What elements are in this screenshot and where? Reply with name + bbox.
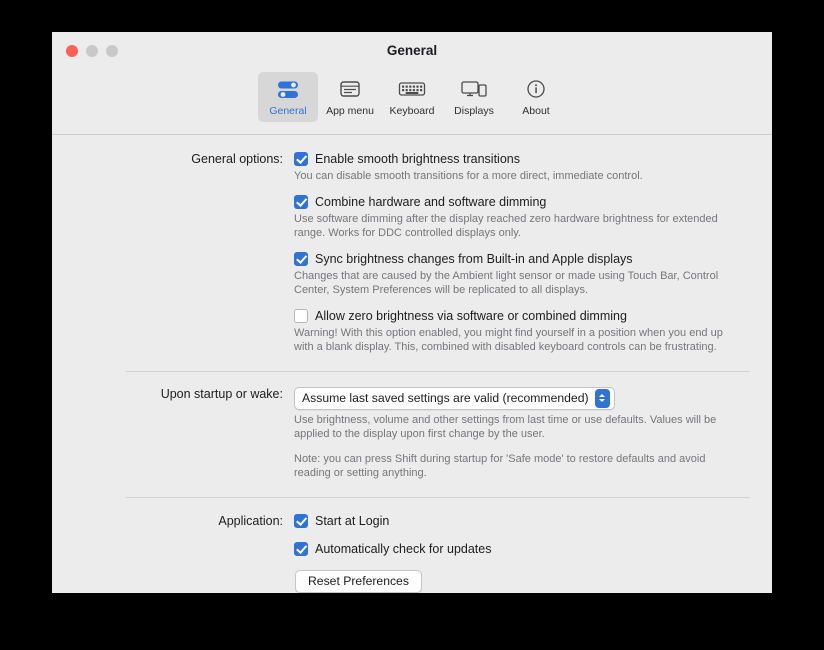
option-start-at-login[interactable] bbox=[294, 514, 744, 528]
settings-content bbox=[52, 135, 772, 593]
application-label: Application: bbox=[218, 513, 283, 528]
hint-startup-2: Note: you can press Shift during startup for 'Safe mode' to restore defaults and avoid reading or setting anything. bbox=[294, 452, 706, 479]
option-label: Allow zero brightness via software or combined dimming bbox=[315, 308, 627, 323]
option-combine-dimming[interactable] bbox=[294, 195, 744, 209]
tab-app-menu-label: App menu bbox=[326, 105, 374, 117]
hint-enable-smooth-transitions: You can disable smooth transitions for a more direct, immediate control. bbox=[294, 170, 643, 182]
window-title: General bbox=[386, 43, 438, 58]
option-label: Enable smooth brightness transitions bbox=[315, 152, 520, 166]
window-titlebar bbox=[52, 32, 772, 70]
section-general-options bbox=[52, 135, 772, 355]
option-label: Combine hardware and software dimming bbox=[315, 194, 547, 209]
hint-combine-dimming: Use software dimming after the display reached zero hardware brightness for extended range. Works for DDC controlled displays only. bbox=[294, 212, 718, 239]
preferences-window bbox=[52, 32, 772, 588]
tab-about-label: About bbox=[522, 105, 550, 117]
startup-select-value: Assume last saved settings are valid (recommended) bbox=[302, 391, 589, 405]
hint-sync-brightness: Changes that are caused by the Ambient light sensor or made using Touch Bar, Control Center, System Preferences will be replicated to all displays. bbox=[294, 269, 719, 296]
display-slider-icon bbox=[275, 76, 301, 102]
tab-about[interactable] bbox=[506, 72, 566, 122]
checkbox-combine-dimming[interactable] bbox=[294, 195, 308, 209]
option-label: Start at Login bbox=[315, 513, 390, 528]
option-enable-smooth-transitions[interactable] bbox=[294, 152, 744, 166]
option-sync-brightness[interactable] bbox=[294, 252, 744, 266]
reset-preferences-button[interactable]: Reset Preferences bbox=[295, 570, 422, 593]
toolbar bbox=[52, 70, 772, 135]
tab-app-menu[interactable] bbox=[320, 72, 380, 122]
option-label: Automatically check for updates bbox=[315, 541, 492, 556]
hint-allow-zero-brightness: Warning! With this option enabled, you might find yourself in a position when you end up with a blank display. This, combined with disabled keyboard controls can be frustrating. bbox=[294, 326, 723, 353]
checkbox-enable-smooth-transitions[interactable] bbox=[294, 152, 308, 166]
tab-keyboard-label: Keyboard bbox=[389, 105, 435, 117]
checkbox-start-at-login[interactable] bbox=[294, 514, 308, 528]
tab-keyboard[interactable] bbox=[382, 72, 442, 122]
tab-displays[interactable] bbox=[444, 72, 504, 122]
option-allow-zero-brightness[interactable] bbox=[294, 309, 744, 323]
menu-window-icon bbox=[337, 76, 363, 102]
section-startup bbox=[52, 372, 772, 481]
section-application bbox=[52, 498, 772, 593]
general-options-label: General options: bbox=[191, 152, 283, 166]
tab-displays-label: Displays bbox=[454, 105, 494, 117]
option-auto-check-updates[interactable] bbox=[294, 542, 744, 556]
startup-select[interactable] bbox=[294, 387, 615, 410]
chevron-updown-icon[interactable] bbox=[595, 389, 610, 408]
keyboard-icon bbox=[397, 76, 427, 102]
info-circle-icon bbox=[523, 76, 549, 102]
checkbox-allow-zero-brightness[interactable] bbox=[294, 309, 308, 323]
displays-icon bbox=[459, 76, 489, 102]
tab-general[interactable] bbox=[258, 72, 318, 122]
hint-startup-1: Use brightness, volume and other settings from last time or use defaults. Values will be applied to the display upon first change by the user. bbox=[294, 413, 717, 440]
checkbox-sync-brightness[interactable] bbox=[294, 252, 308, 266]
checkbox-auto-check-updates[interactable] bbox=[294, 542, 308, 556]
option-label: Sync brightness changes from Built-in and Apple displays bbox=[315, 251, 633, 266]
startup-label: Upon startup or wake: bbox=[160, 386, 283, 401]
tab-general-label: General bbox=[269, 105, 307, 117]
